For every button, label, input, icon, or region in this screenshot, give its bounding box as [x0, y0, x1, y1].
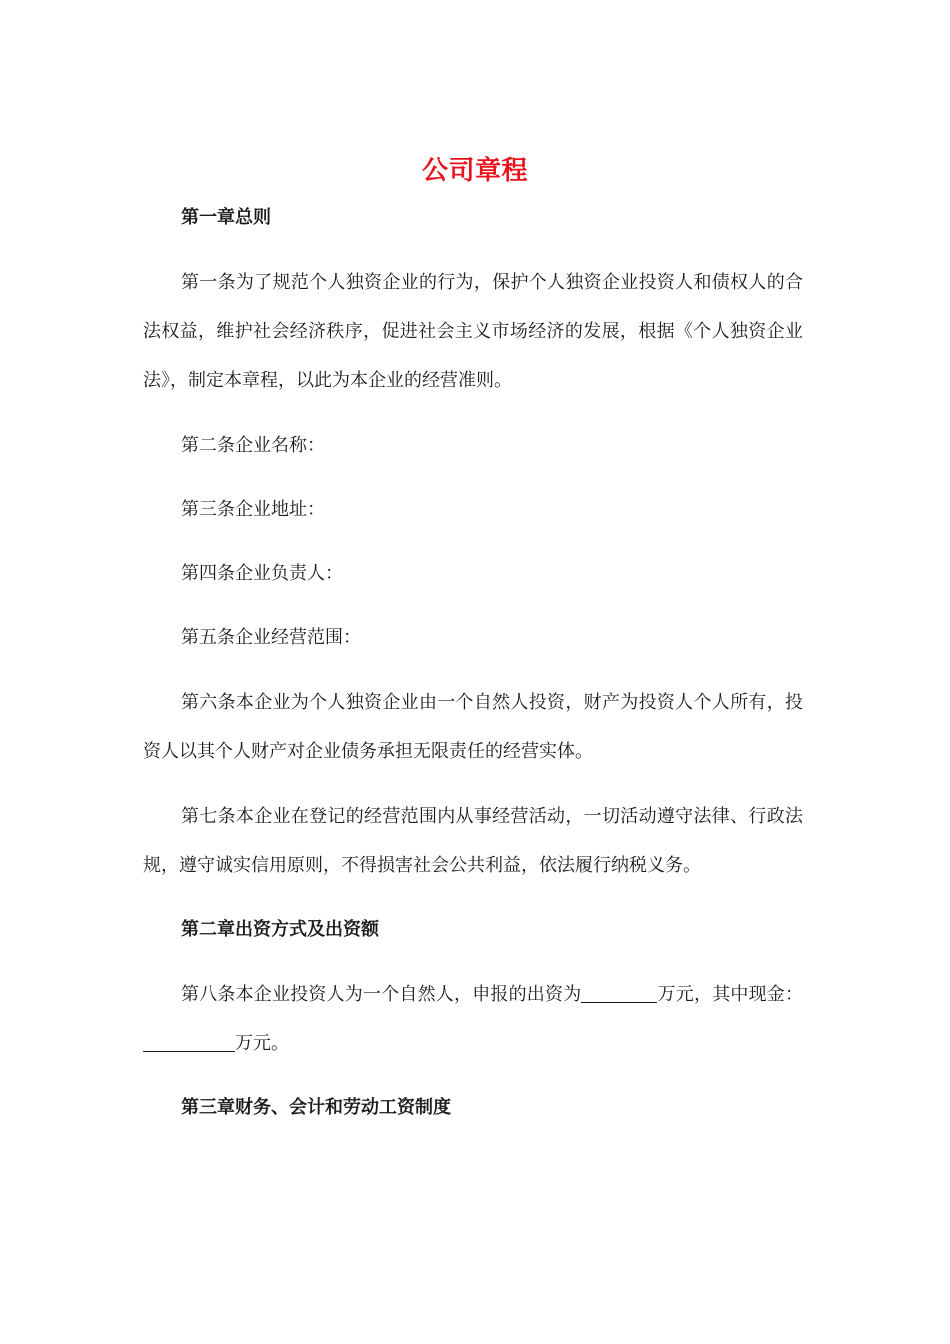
article-8 [143, 970, 803, 1068]
chapter-3-heading: 第三章财务、会计和劳动工资制度 [181, 1097, 451, 1118]
article-5: 第五条企业经营范围： [181, 627, 361, 648]
article-8-text-1: 第八条本企业投资人为一个自然人，申报的出资为 [181, 984, 582, 1005]
article-3: 第三条企业地址： [181, 499, 325, 520]
document-title: 公司章程 [421, 156, 528, 186]
article-8-text-2: 万元，其中现金： [657, 984, 804, 1005]
article-6: 第六条本企业为个人独资企业由一个自然人投资，财产为投资人个人所有，投资人以其个人财产对企业债务承担无限责任的经营实体。 [143, 692, 803, 762]
chapter-2-heading: 第二章出资方式及出资额 [181, 919, 379, 940]
cash-amount-blank[interactable] [143, 1033, 235, 1052]
article-4: 第四条企业负责人： [181, 563, 343, 584]
capital-amount-blank[interactable] [581, 984, 657, 1003]
article-8-text-3: 万元。 [235, 1033, 289, 1054]
chapter-1-heading: 第一章总则 [181, 207, 271, 228]
article-1: 第一条为了规范个人独资企业的行为，保护个人独资企业投资人和债权人的合法权益，维护社会经济秩序，促进社会主义市场经济的发展，根据《个人独资企业法》，制定本章程，以此为本企业的经营准则。 [143, 272, 803, 391]
article-2: 第二条企业名称： [181, 435, 325, 456]
article-7: 第七条本企业在登记的经营范围内从事经营活动，一切活动遵守法律、行政法规，遵守诚实信用原则，不得损害社会公共利益，依法履行纳税义务。 [143, 806, 803, 876]
